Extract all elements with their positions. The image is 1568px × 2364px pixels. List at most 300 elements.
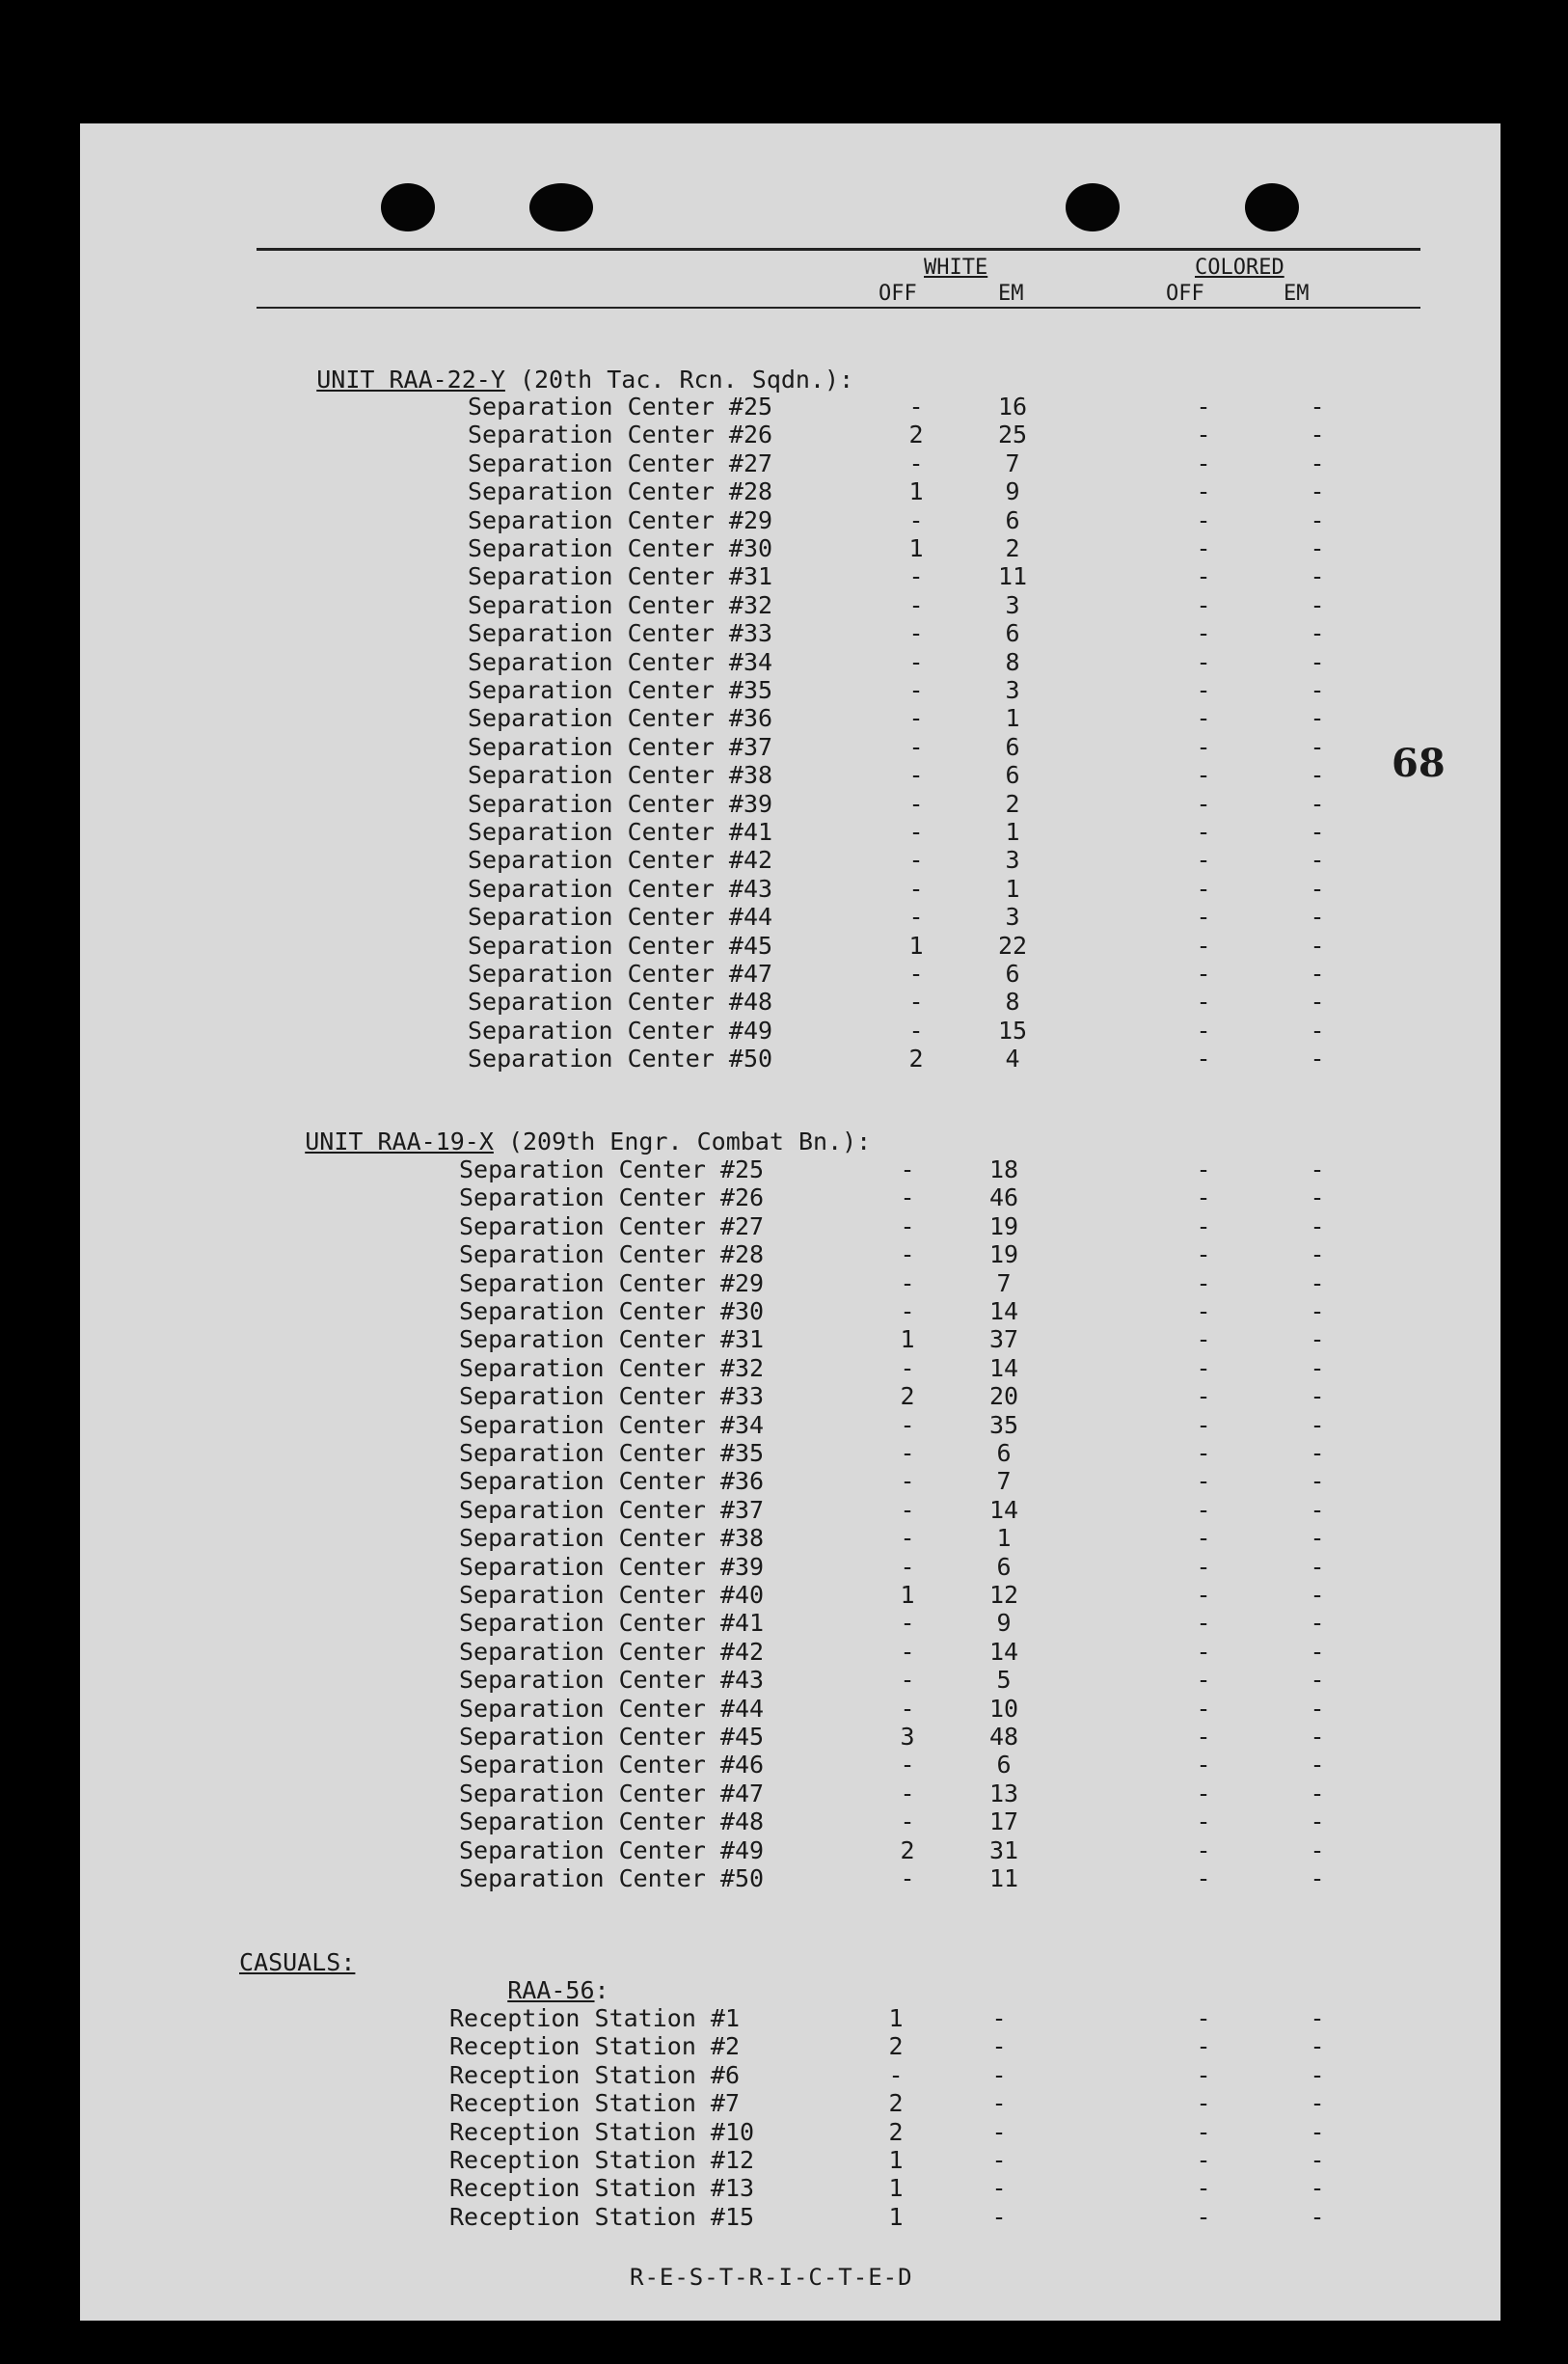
row-name: Reception Station #2	[449, 2032, 741, 2061]
row-name: Separation Center #37	[468, 732, 773, 761]
row-name: Separation Center #50	[459, 1864, 765, 1892]
colored-off-cell: -	[1196, 1297, 1211, 1325]
colored-em-cell: -	[1310, 393, 1325, 421]
row-name: Reception Station #15	[449, 2202, 755, 2231]
colored-off-cell: -	[1196, 590, 1211, 619]
white-off-cell: -	[908, 647, 924, 676]
white-em-header: EM	[998, 282, 1024, 306]
colored-em-cell: -	[1310, 846, 1325, 875]
row-name: Separation Center #31	[468, 562, 773, 591]
white-off-cell: 1	[900, 1325, 915, 1354]
colored-em-cell: -	[1310, 1325, 1325, 1354]
colored-off-cell: -	[1196, 1694, 1211, 1723]
white-em-cell: 19	[988, 1240, 1019, 1269]
table-row	[80, 2089, 1500, 2117]
row-name: Separation Center #49	[468, 1016, 773, 1045]
white-em-cell: -	[991, 2060, 1007, 2089]
row-name: Separation Center #50	[468, 1045, 773, 1073]
colored-off-cell: -	[1196, 562, 1211, 591]
table-row	[80, 562, 1500, 590]
colored-em-cell: -	[1310, 647, 1325, 676]
table-row	[80, 1723, 1500, 1751]
white-em-cell: 3	[1005, 903, 1020, 932]
colored-em-cell: -	[1310, 676, 1325, 704]
colored-em-cell: -	[1310, 732, 1325, 761]
colored-em-cell: -	[1310, 1524, 1325, 1553]
white-em-cell: 7	[996, 1268, 1012, 1297]
white-em-cell: -	[991, 2117, 1007, 2146]
table-row	[80, 1581, 1500, 1609]
table-row	[80, 704, 1500, 732]
white-em-cell: 15	[997, 1016, 1028, 1045]
colored-em-cell: -	[1310, 2202, 1325, 2231]
row-name: Separation Center #34	[468, 647, 773, 676]
colored-off-cell: -	[1196, 1581, 1211, 1609]
white-em-cell: 3	[1005, 846, 1020, 875]
table-row	[80, 846, 1500, 874]
colored-off-cell: -	[1196, 534, 1211, 562]
white-off-cell: -	[900, 1666, 915, 1695]
punch-hole	[381, 183, 435, 231]
row-name: Separation Center #47	[459, 1779, 765, 1807]
white-off-cell: -	[900, 1240, 915, 1269]
row-name: Separation Center #35	[468, 676, 773, 704]
table-row	[80, 648, 1500, 676]
white-off-cell: -	[900, 1524, 915, 1553]
table-row	[80, 818, 1500, 846]
white-em-cell: 1	[996, 1524, 1012, 1553]
white-em-cell: 16	[997, 393, 1028, 421]
colored-off-cell: -	[1196, 732, 1211, 761]
row-name: Separation Center #38	[459, 1524, 765, 1553]
colored-off-cell: -	[1196, 1807, 1211, 1836]
colored-em-cell: -	[1310, 761, 1325, 790]
row-name: Separation Center #27	[459, 1211, 765, 1240]
colored-off-cell: -	[1196, 1183, 1211, 1212]
white-em-cell: 6	[996, 1439, 1012, 1467]
colored-off-cell: -	[1196, 874, 1211, 903]
colored-em-cell: -	[1310, 1155, 1325, 1183]
white-em-cell: 46	[988, 1183, 1019, 1212]
row-name: Separation Center #33	[468, 619, 773, 648]
white-off-cell: -	[908, 619, 924, 648]
table-row	[80, 1297, 1500, 1325]
white-em-cell: 12	[988, 1581, 1019, 1609]
white-off-header: OFF	[879, 282, 917, 306]
white-off-cell: 1	[908, 477, 924, 506]
white-off-cell: -	[908, 676, 924, 704]
white-em-cell: 19	[988, 1211, 1019, 1240]
row-name: Separation Center #28	[468, 477, 773, 506]
colored-off-cell: -	[1196, 2117, 1211, 2146]
colored-off-cell: -	[1196, 619, 1211, 648]
white-off-cell: 2	[900, 1382, 915, 1411]
table-row	[80, 790, 1500, 818]
colored-em-cell: -	[1310, 421, 1325, 449]
white-em-cell: 37	[988, 1325, 1019, 1354]
white-em-cell: 48	[988, 1723, 1019, 1751]
header-bottom-rule	[257, 307, 1420, 309]
colored-off-cell: -	[1196, 818, 1211, 846]
white-off-cell: 2	[888, 2089, 904, 2118]
white-em-cell: 35	[988, 1410, 1019, 1439]
table-row	[80, 1609, 1500, 1637]
row-name: Separation Center #46	[459, 1751, 765, 1780]
white-em-cell: 14	[988, 1297, 1019, 1325]
table-row	[80, 676, 1500, 704]
colored-em-cell: -	[1310, 1016, 1325, 1045]
white-off-cell: -	[900, 1467, 915, 1496]
table-row	[80, 1155, 1500, 1183]
colored-off-cell: -	[1196, 2174, 1211, 2203]
white-em-cell: -	[991, 2174, 1007, 2203]
white-off-cell: 1	[888, 2174, 904, 2203]
colored-off-cell: -	[1196, 846, 1211, 875]
colored-em-cell: -	[1310, 2174, 1325, 2203]
white-em-cell: 7	[996, 1467, 1012, 1496]
row-name: Separation Center #42	[468, 846, 773, 875]
colored-off-cell: -	[1196, 1666, 1211, 1695]
colored-em-cell: -	[1310, 874, 1325, 903]
restricted-footer: R-E-S-T-R-I-C-T-E-D	[630, 2264, 913, 2291]
white-em-cell: 2	[1005, 789, 1020, 818]
colored-em-cell: -	[1310, 1751, 1325, 1780]
colored-off-cell: -	[1196, 1835, 1211, 1864]
colored-off-cell: -	[1196, 761, 1211, 790]
white-off-cell: 1	[888, 2202, 904, 2231]
row-name: Separation Center #25	[459, 1155, 765, 1183]
white-em-cell: 8	[1005, 988, 1020, 1017]
white-off-cell: 2	[908, 421, 924, 449]
white-em-cell: 1	[1005, 874, 1020, 903]
colored-em-cell: -	[1310, 1382, 1325, 1411]
table-row	[80, 1269, 1500, 1297]
unit-code: RAA-56	[507, 1976, 595, 2004]
white-off-cell: -	[900, 1694, 915, 1723]
table-row	[80, 421, 1500, 448]
colored-em-cell: -	[1310, 1410, 1325, 1439]
white-off-cell: -	[908, 704, 924, 733]
row-name: Separation Center #48	[468, 988, 773, 1017]
row-name: Separation Center #36	[468, 704, 773, 733]
colored-em-cell: -	[1310, 477, 1325, 506]
white-em-cell: 6	[1005, 960, 1020, 988]
white-off-cell: -	[908, 505, 924, 534]
white-em-cell: 4	[1005, 1045, 1020, 1073]
table-row	[80, 1382, 1500, 1410]
colored-em-header: EM	[1284, 282, 1310, 306]
white-off-cell: -	[900, 1864, 915, 1892]
colored-off-cell: -	[1196, 421, 1211, 449]
table-row	[80, 477, 1500, 505]
punch-hole	[529, 183, 593, 231]
colored-off-cell: -	[1196, 704, 1211, 733]
white-off-cell: -	[900, 1552, 915, 1581]
white-off-cell: -	[908, 590, 924, 619]
colored-off-cell: -	[1196, 2032, 1211, 2061]
colored-off-cell: -	[1196, 1751, 1211, 1780]
white-em-cell: 1	[1005, 704, 1020, 733]
table-row	[80, 1017, 1500, 1045]
colored-em-cell: -	[1310, 2060, 1325, 2089]
white-off-cell: -	[908, 393, 924, 421]
colored-em-cell: -	[1310, 818, 1325, 846]
header-top-rule	[257, 248, 1420, 251]
row-name: Separation Center #47	[468, 960, 773, 988]
colored-off-cell: -	[1196, 1410, 1211, 1439]
row-name: Separation Center #49	[459, 1835, 765, 1864]
table-row	[80, 1411, 1500, 1439]
white-off-cell: -	[908, 789, 924, 818]
colored-em-cell: -	[1310, 1666, 1325, 1695]
row-name: Separation Center #30	[468, 534, 773, 562]
white-off-cell: -	[908, 761, 924, 790]
unit-description: (209th Engr. Combat Bn.):	[493, 1128, 872, 1155]
colored-off-cell: -	[1196, 1016, 1211, 1045]
white-off-cell: -	[900, 1751, 915, 1780]
colored-off-cell: -	[1196, 1637, 1211, 1666]
colored-off-cell: -	[1196, 2089, 1211, 2118]
table-row	[80, 960, 1500, 988]
colored-off-cell: -	[1196, 1211, 1211, 1240]
table-row	[80, 988, 1500, 1016]
white-em-cell: 1	[1005, 818, 1020, 846]
colored-off-cell: -	[1196, 448, 1211, 477]
white-off-cell: -	[908, 732, 924, 761]
colored-em-cell: -	[1310, 2032, 1325, 2061]
row-name: Separation Center #36	[459, 1467, 765, 1496]
table-row	[80, 2174, 1500, 2202]
colored-em-cell: -	[1310, 1268, 1325, 1297]
colored-em-cell: -	[1310, 903, 1325, 932]
table-row	[80, 1553, 1500, 1581]
white-em-cell: 6	[1005, 761, 1020, 790]
colored-off-cell: -	[1196, 2004, 1211, 2032]
row-name: Reception Station #13	[449, 2174, 755, 2203]
table-row	[80, 2118, 1500, 2146]
row-name: Separation Center #44	[468, 903, 773, 932]
white-em-cell: 25	[997, 421, 1028, 449]
row-name: Separation Center #28	[459, 1240, 765, 1269]
colored-off-cell: -	[1196, 903, 1211, 932]
table-row	[80, 2146, 1500, 2174]
table-row	[80, 1695, 1500, 1723]
white-em-cell: 11	[988, 1864, 1019, 1892]
colored-em-cell: -	[1310, 1779, 1325, 1807]
white-off-cell: -	[908, 562, 924, 591]
table-row	[80, 449, 1500, 477]
table-row	[80, 2061, 1500, 2089]
unit-code: UNIT RAA-22-Y	[316, 366, 505, 394]
colored-em-cell: -	[1310, 590, 1325, 619]
table-row	[80, 393, 1500, 421]
row-name: Separation Center #39	[459, 1552, 765, 1581]
colored-off-cell: -	[1196, 960, 1211, 988]
colored-off-cell: -	[1196, 2060, 1211, 2089]
white-em-cell: 2	[1005, 534, 1020, 562]
white-em-cell: 8	[1005, 647, 1020, 676]
row-name: Separation Center #41	[459, 1609, 765, 1638]
white-em-cell: -	[991, 2146, 1007, 2174]
white-em-cell: 18	[988, 1155, 1019, 1183]
table-row	[80, 932, 1500, 960]
table-row	[80, 1496, 1500, 1524]
punch-hole	[1066, 183, 1120, 231]
white-off-cell: -	[900, 1268, 915, 1297]
white-em-cell: 31	[988, 1835, 1019, 1864]
colored-em-cell: -	[1310, 1552, 1325, 1581]
row-name: Reception Station #12	[449, 2146, 755, 2174]
white-off-cell: -	[900, 1353, 915, 1382]
colored-em-cell: -	[1310, 1240, 1325, 1269]
colored-em-cell: -	[1310, 505, 1325, 534]
white-off-cell: -	[888, 2060, 904, 2089]
white-off-cell: -	[900, 1637, 915, 1666]
table-row	[80, 619, 1500, 647]
white-off-cell: 2	[908, 1045, 924, 1073]
white-off-cell: -	[900, 1183, 915, 1212]
colored-em-cell: -	[1310, 562, 1325, 591]
row-name: Separation Center #40	[459, 1581, 765, 1609]
white-em-cell: -	[991, 2004, 1007, 2032]
row-name: Separation Center #44	[459, 1694, 765, 1723]
white-em-cell: 20	[988, 1382, 1019, 1411]
colored-off-cell: -	[1196, 393, 1211, 421]
white-em-cell: 10	[988, 1694, 1019, 1723]
colored-em-cell: -	[1310, 2004, 1325, 2032]
page-number: 68	[1392, 741, 1446, 786]
colored-em-cell: -	[1310, 931, 1325, 960]
row-name: Separation Center #41	[468, 818, 773, 846]
row-name: Separation Center #43	[468, 874, 773, 903]
row-name: Separation Center #31	[459, 1325, 765, 1354]
row-name: Separation Center #39	[468, 789, 773, 818]
white-off-cell: 2	[888, 2032, 904, 2061]
colored-em-cell: -	[1310, 1353, 1325, 1382]
white-em-cell: 14	[988, 1353, 1019, 1382]
row-name: Separation Center #26	[468, 421, 773, 449]
colored-em-cell: -	[1310, 2117, 1325, 2146]
white-off-cell: -	[908, 448, 924, 477]
unit-code: UNIT RAA-19-X	[305, 1128, 494, 1155]
white-off-cell: -	[908, 988, 924, 1017]
colored-off-cell: -	[1196, 1552, 1211, 1581]
table-row	[80, 591, 1500, 619]
white-off-cell: -	[900, 1779, 915, 1807]
white-off-cell: -	[908, 818, 924, 846]
colored-off-cell: -	[1196, 789, 1211, 818]
white-em-cell: 14	[988, 1637, 1019, 1666]
row-name: Separation Center #34	[459, 1410, 765, 1439]
white-off-cell: -	[908, 903, 924, 932]
punch-hole	[1245, 183, 1299, 231]
row-name: Reception Station #10	[449, 2117, 755, 2146]
white-em-cell: -	[991, 2089, 1007, 2118]
table-row	[80, 733, 1500, 761]
row-name: Separation Center #45	[459, 1723, 765, 1751]
row-name: Separation Center #38	[468, 761, 773, 790]
table-row	[80, 2203, 1500, 2231]
colored-off-cell: -	[1196, 1439, 1211, 1467]
table-row	[80, 1751, 1500, 1779]
colored-em-cell: -	[1310, 1439, 1325, 1467]
white-off-cell: -	[900, 1495, 915, 1524]
white-off-cell: -	[900, 1609, 915, 1638]
table-row	[80, 1638, 1500, 1666]
white-em-cell: 13	[988, 1779, 1019, 1807]
white-em-cell: 11	[997, 562, 1028, 591]
table-row	[80, 1439, 1500, 1467]
white-off-cell: 1	[908, 534, 924, 562]
white-off-cell: -	[900, 1807, 915, 1836]
white-header: WHITE	[924, 256, 988, 280]
colored-off-cell: -	[1196, 1495, 1211, 1524]
unit-description: (20th Tac. Rcn. Sqdn.):	[504, 366, 854, 394]
colored-em-cell: -	[1310, 1637, 1325, 1666]
row-name: Separation Center #48	[459, 1807, 765, 1836]
white-off-cell: -	[908, 874, 924, 903]
table-row	[80, 1354, 1500, 1382]
colored-em-cell: -	[1310, 448, 1325, 477]
row-name: Reception Station #7	[449, 2089, 741, 2118]
colored-off-cell: -	[1196, 647, 1211, 676]
table-row	[80, 903, 1500, 931]
colored-em-cell: -	[1310, 1495, 1325, 1524]
row-name: Separation Center #25	[468, 393, 773, 421]
colored-off-cell: -	[1196, 1864, 1211, 1892]
white-off-cell: 3	[900, 1723, 915, 1751]
colored-off-cell: -	[1196, 1609, 1211, 1638]
table-row	[80, 1780, 1500, 1807]
table-row	[80, 2032, 1500, 2060]
white-em-cell: 6	[996, 1552, 1012, 1581]
unit-colon: :	[594, 1976, 609, 2004]
white-off-cell: -	[908, 960, 924, 988]
white-off-cell: 1	[888, 2146, 904, 2174]
row-name: Separation Center #30	[459, 1297, 765, 1325]
white-off-cell: -	[900, 1297, 915, 1325]
table-row	[80, 1467, 1500, 1495]
colored-off-cell: -	[1196, 676, 1211, 704]
row-name: Separation Center #43	[459, 1666, 765, 1695]
colored-em-cell: -	[1310, 988, 1325, 1017]
colored-off-cell: -	[1196, 1524, 1211, 1553]
table-row	[80, 534, 1500, 562]
colored-em-cell: -	[1310, 619, 1325, 648]
colored-off-cell: -	[1196, 2202, 1211, 2231]
colored-off-cell: -	[1196, 1382, 1211, 1411]
white-em-cell: 9	[1005, 477, 1020, 506]
white-em-cell: 3	[1005, 676, 1020, 704]
colored-em-cell: -	[1310, 1609, 1325, 1638]
white-off-cell: -	[900, 1211, 915, 1240]
row-name: Separation Center #45	[468, 931, 773, 960]
colored-em-cell: -	[1310, 1045, 1325, 1073]
row-name: Separation Center #26	[459, 1183, 765, 1212]
white-off-cell: 2	[888, 2117, 904, 2146]
white-em-cell: 17	[988, 1807, 1019, 1836]
table-row	[80, 1325, 1500, 1353]
white-em-cell: 5	[996, 1666, 1012, 1695]
colored-em-cell: -	[1310, 1694, 1325, 1723]
white-em-cell: 7	[1005, 448, 1020, 477]
white-em-cell: -	[991, 2202, 1007, 2231]
row-name: Separation Center #33	[459, 1382, 765, 1411]
white-em-cell: 22	[997, 931, 1028, 960]
white-em-cell: 14	[988, 1495, 1019, 1524]
row-name: Separation Center #29	[459, 1268, 765, 1297]
colored-off-cell: -	[1196, 931, 1211, 960]
